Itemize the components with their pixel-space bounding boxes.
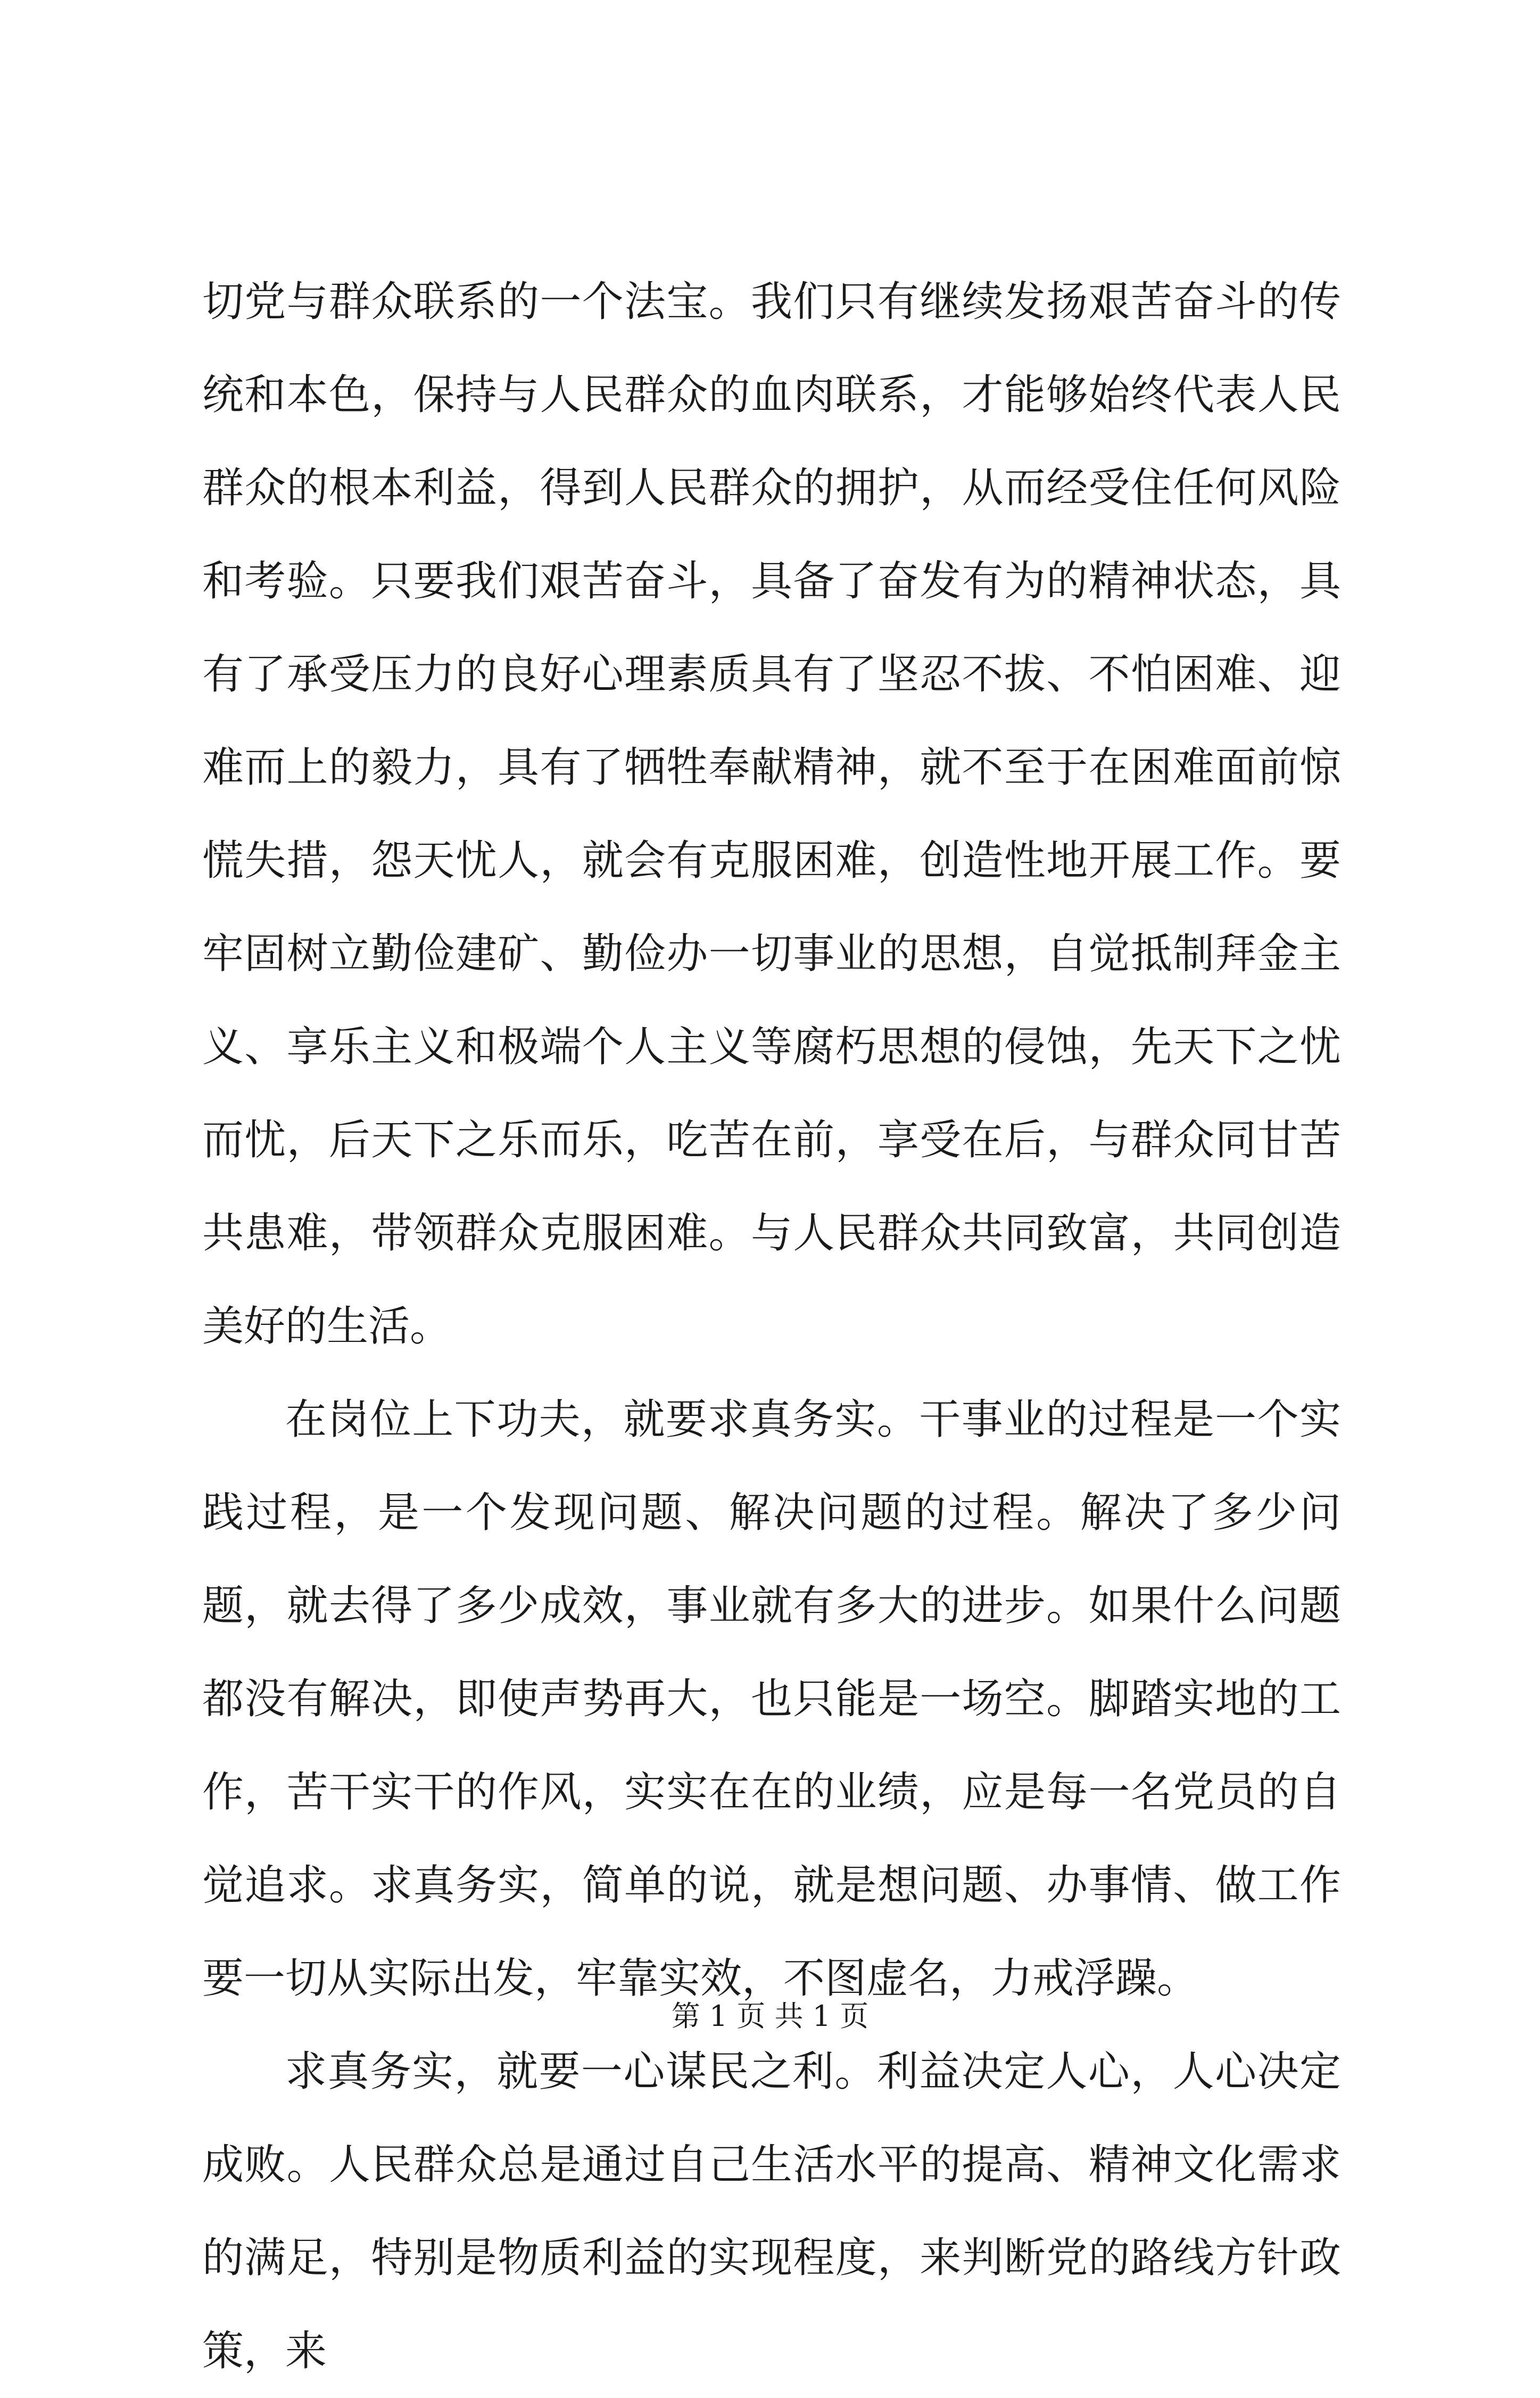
- paragraph-mou-min-zhi-li: 求真务实，就要一心谋民之利。利益决定人心，人心决定成败。人民群众总是通过自己生活水平的提高、精神文化需求的满足，特别是物质利益的实现程度，来判断党的路线方针政策，来: [202, 2048, 1341, 2375]
- document-body: [202, 256, 1341, 2398]
- paragraph-continued: 切党与群众联系的一个法宝。我们只有继续发扬艰苦奋斗的传统和本色，保持与人民群众的血肉联系，才能够始终代表人民群众的根本利益，得到人民群众的拥护，从而经受住任何风险和考验。只要我们艰苦奋斗，具备了奋发有为的精神状态，具有了承受压力的良好心理素质具有了坚忍不拔、不怕困难、迎难而上的毅力，具有了牺牲奉献精神，就不至于在困难面前惊慌失措，怨天忧人，就会有克服困难，创造性地开展工作。要牢固树立勤俭建矿、勤俭办一切事业的思想，自觉抵制拜金主义、享乐主义和极端个人主义等腐朽思想的侵蚀，先天下之忧而忧，后天下之乐而乐，吃苦在前，享受在后，与群众同甘苦共患难，带领群众克服困难。与人民群众共同致富，共同创造美好的生活。: [202, 278, 1341, 1350]
- page-footer: 第 1 页 共 1 页: [671, 1999, 869, 2033]
- paragraph-qiuzhen-wushi: 在岗位上下功夫，就要求真务实。干事业的过程是一个实践过程，是一个发现问题、解决问题的过程。解决了多少问题，就去得了多少成效，事业就有多大的进步。如果什么问题都没有解决，即使声势再大，也只能是一场空。脚踏实地的工作，苦干实干的作风，实实在在的业绩，应是每一名党员的自觉追求。求真务实，简单的说，就是想问题、办事情、做工作要一切从实际出发，牢靠实效，不图虚名，力戒浮躁。: [202, 1396, 1341, 2003]
